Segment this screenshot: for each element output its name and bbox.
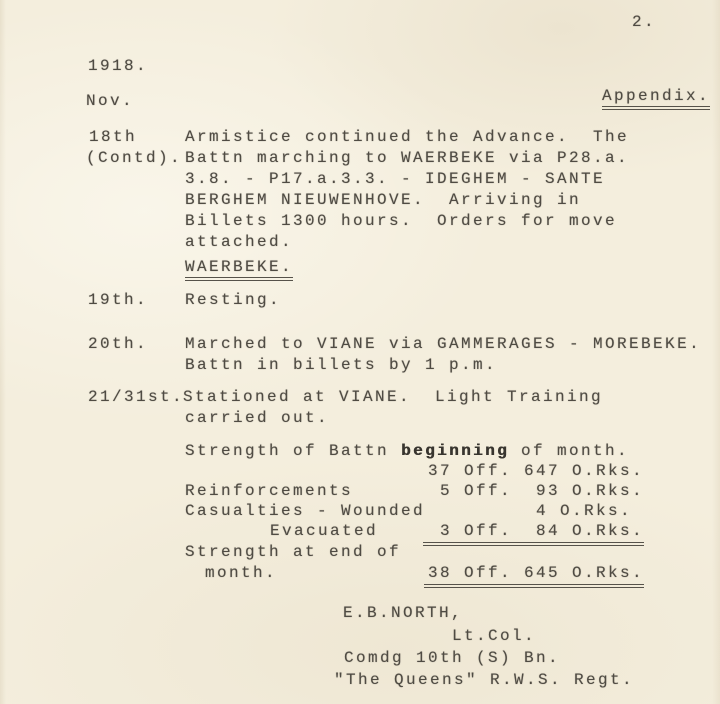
evacuated-value-text: 3 Off. 84 O.Rks. <box>423 523 644 546</box>
entry-18-text-line: BERGHEM NIEUWENHOVE. Arriving in <box>185 191 582 209</box>
entry-20-text-line: Battn in billets by 1 p.m. <box>185 356 498 374</box>
strength-closing-value-text: 38 Off. 645 O.Rks. <box>424 565 644 588</box>
entry-19-text-line: Resting. <box>185 291 282 309</box>
signature-command: Comdg 10th (S) Bn. <box>344 649 561 667</box>
entry-18-text-line: Billets 1300 hours. Orders for move <box>185 212 618 230</box>
entry-18-date-contd: (Contd). <box>86 149 183 167</box>
strength-title-post: of month. <box>509 442 630 460</box>
entry-20-date: 20th. <box>88 335 149 353</box>
evacuated-value <box>423 523 644 546</box>
signature-name: E.B.NORTH, <box>343 604 464 622</box>
strength-title <box>185 443 629 460</box>
entry-21-31-text-line: Stationed at VIANE. Light Training <box>183 388 604 406</box>
strength-closing-value <box>424 565 644 588</box>
entry-18-text-line: Battn marching to WAERBEKE via P28.a. <box>185 149 630 167</box>
entry-20-text-line: Marched to VIANE via GAMMERAGES - MOREBEKE. <box>185 335 702 353</box>
evacuated-label: Evacuated <box>270 522 379 540</box>
entry-18-date: 18th <box>89 128 138 146</box>
page-number: 2. <box>632 13 657 31</box>
entry-18-text-line: 3.8. - P17.a.3.3. - IDEGHEM - SANTE <box>185 170 606 188</box>
appendix-label: Appendix. <box>602 88 710 110</box>
entry-19-date: 19th. <box>88 291 149 309</box>
reinforcements-value: 5 Off. 93 O.Rks. <box>428 482 645 500</box>
strength-title-bold: beginning <box>401 442 510 460</box>
strength-title-pre: Strength of Battn <box>185 442 402 460</box>
appendix-heading <box>602 88 710 110</box>
place-heading-label: WAERBEKE. <box>185 259 293 281</box>
entry-18-text-line: Armistice continued the Advance. The <box>185 128 630 146</box>
entry-21-31-date: 21/31st. <box>88 388 185 406</box>
place-heading <box>185 259 293 281</box>
signature-rank: Lt.Col. <box>452 627 537 645</box>
diary-year: 1918. <box>88 57 149 75</box>
diary-month: Nov. <box>86 92 135 110</box>
strength-opening-value: 37 Off. 647 O.Rks. <box>428 462 645 480</box>
strength-end-label-line: Strength at end of <box>185 543 402 561</box>
entry-21-31-text-line: carried out. <box>185 409 330 427</box>
casualties-label: Casualties - Wounded <box>185 502 426 520</box>
signature-regiment: "The Queens" R.W.S. Regt. <box>334 671 635 689</box>
entry-18-text-line: attached. <box>185 233 294 251</box>
casualties-value: 4 O.Rks. <box>416 502 633 520</box>
strength-end-label-line: month. <box>205 564 278 582</box>
reinforcements-label: Reinforcements <box>185 482 354 500</box>
